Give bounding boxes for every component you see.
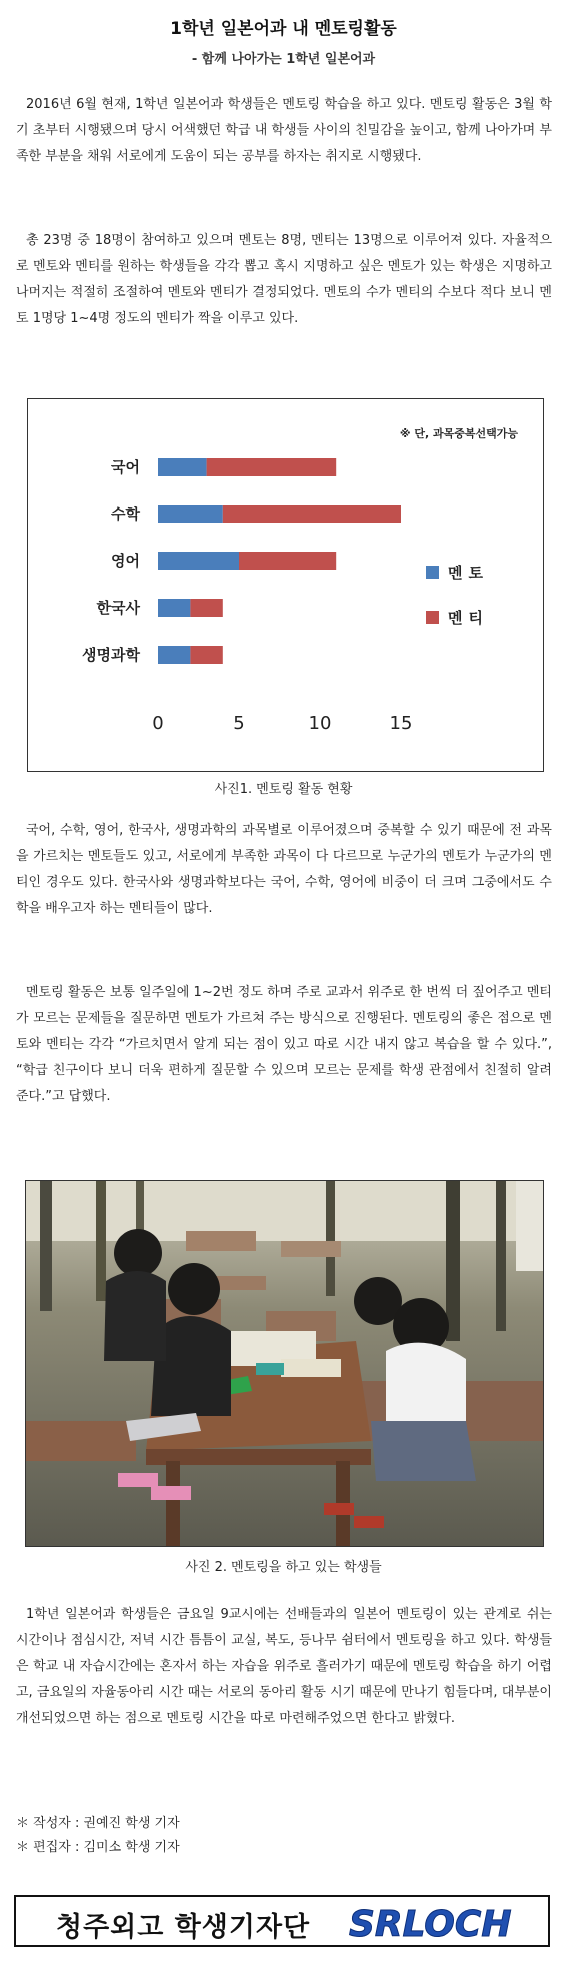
bar-mentee (190, 599, 222, 617)
x-tick-label: 5 (233, 713, 245, 734)
legend-label: 멘티 (448, 609, 489, 627)
bar-mentee (190, 646, 222, 664)
paragraph-5: 1학년 일본어과 학생들은 금요일 9교시에는 선배들과의 일본어 멘토링이 있는 관계로 쉬는 시간이나 점심시간, 저녁 시간 틈틈이 교실, 복도, 등나무 쉼터에서 멘토링을 하고 있다. 학생들은 학교 내 자습시간에는 혼자서 하는 자습을 위주로 흘러가기 때문에 멘토링 학습을 하기 어렵고, 금요일의 자율동아리 시간 때는 서로의 동아리 활동 시기 때문에 만나기 힘들다며, 대부분이 개선되었으면 하는 점으로 멘토링 시간을 따로 마련해주었으면 한다고 밝혔다. (16, 1607, 552, 1726)
footer-text: 청주외고 학생기자단 (56, 1912, 311, 1943)
legend-swatch (426, 611, 439, 624)
bar-mentee (207, 458, 337, 476)
photo-illustration (26, 1181, 543, 1546)
bar-mentor (158, 552, 239, 570)
x-tick-label: 0 (152, 713, 164, 734)
photo-caption: 사진 2. 멘토링을 하고 있는 학생들 (185, 1560, 382, 1575)
bar-mentor (158, 646, 190, 664)
paragraph-2: 총 23명 중 18명이 참여하고 있으며 멘토는 8명, 멘티는 13명으로 이루어져 있다. 자율적으로 멘토와 멘티를 원하는 학생들을 각각 뽑고 혹시 지명하고 싶은 멘토가 있는 학생은 지명하고 나머지는 적절히 조절하여 멘토와 멘티가 결정되었다. 멘토의 수가 멘티의 수보다 적다 보니 멘토 1명당 1~4명 정도의 멘티가 짝을 이루고 있다. (16, 233, 552, 326)
mentoring-chart (27, 398, 544, 772)
x-tick-label: 10 (308, 713, 332, 734)
bar-mentee (223, 505, 401, 523)
credits (16, 1812, 180, 1860)
chart-canvas (28, 399, 543, 771)
srloch-logo-text: SRLOCH (349, 1904, 512, 1943)
paragraph-4: 멘토링 활동은 보통 일주일에 1~2번 정도 하며 주로 교과서 위주로 한 번씩 더 짚어주고 멘티가 모르는 문제들을 질문하면 멘토가 가르쳐 주는 방식으로 진행된다. 멘토링의 좋은 점으로 멘토와 멘티는 각각 “가르치면서 알게 되는 점이 있고 따로 시간 내지 않고 복습을 할 수 있다.”, “학급 친구이다 보니 더욱 편하게 질문할 수 있으며 모르는 문제를 학생 관점에서 친절히 알려준다.”고 답했다. (16, 985, 552, 1104)
bar-mentee (239, 552, 336, 570)
chart-note: ※ 단, 과목중복선택가능 (399, 427, 518, 440)
legend-swatch (426, 566, 439, 579)
bar-mentor (158, 458, 207, 476)
bar-mentor (158, 505, 223, 523)
category-label: 국어 (111, 458, 140, 476)
category-label: 생명과학 (82, 646, 140, 664)
mentoring-photo (25, 1180, 544, 1547)
srloch-logo (347, 1903, 527, 1943)
legend-label: 멘토 (448, 564, 489, 582)
credit-writer: ＊ 작성자 : 권예진 학생 기자 (16, 1816, 180, 1831)
x-tick-label: 15 (389, 713, 413, 734)
category-label: 수학 (111, 505, 140, 523)
bar-mentor (158, 599, 190, 617)
category-label: 영어 (111, 552, 140, 570)
chart-caption: 사진1. 멘토링 활동 현황 (214, 782, 353, 797)
category-label: 한국사 (96, 599, 140, 617)
article-subtitle: - 함께 나아가는 1학년 일본어과 (191, 52, 376, 67)
paragraph-1: 2016년 6월 현재, 1학년 일본어과 학생들은 멘토링 학습을 하고 있다. 멘토링 활동은 3월 학기 초부터 시행됐으며 당시 어색했던 학급 내 학생들 사이의 친밀감을 높이고, 함께 나아가며 부족한 부분을 채워 서로에게 도움이 되는 공부를 하자는 취지로 시행됐다. (16, 97, 552, 164)
credit-editor: ＊ 편집자 : 김미소 학생 기자 (16, 1840, 180, 1855)
paragraph-3: 국어, 수학, 영어, 한국사, 생명과학의 과목별로 이루어졌으며 중복할 수 있기 때문에 전 과목을 가르치는 멘토들도 있고, 서로에게 부족한 과목이 다 다르므로 누군가의 멘토가 누군가의 멘티인 경우도 있다. 한국사와 생명과학보다는 국어, 수학, 영어에 비중이 더 크며 그중에서도 수학을 배우고자 하는 멘티들이 많다. (16, 823, 552, 916)
footer-banner (14, 1895, 550, 1947)
article-title: 1학년 일본어과 내 멘토링활동 (170, 19, 397, 39)
